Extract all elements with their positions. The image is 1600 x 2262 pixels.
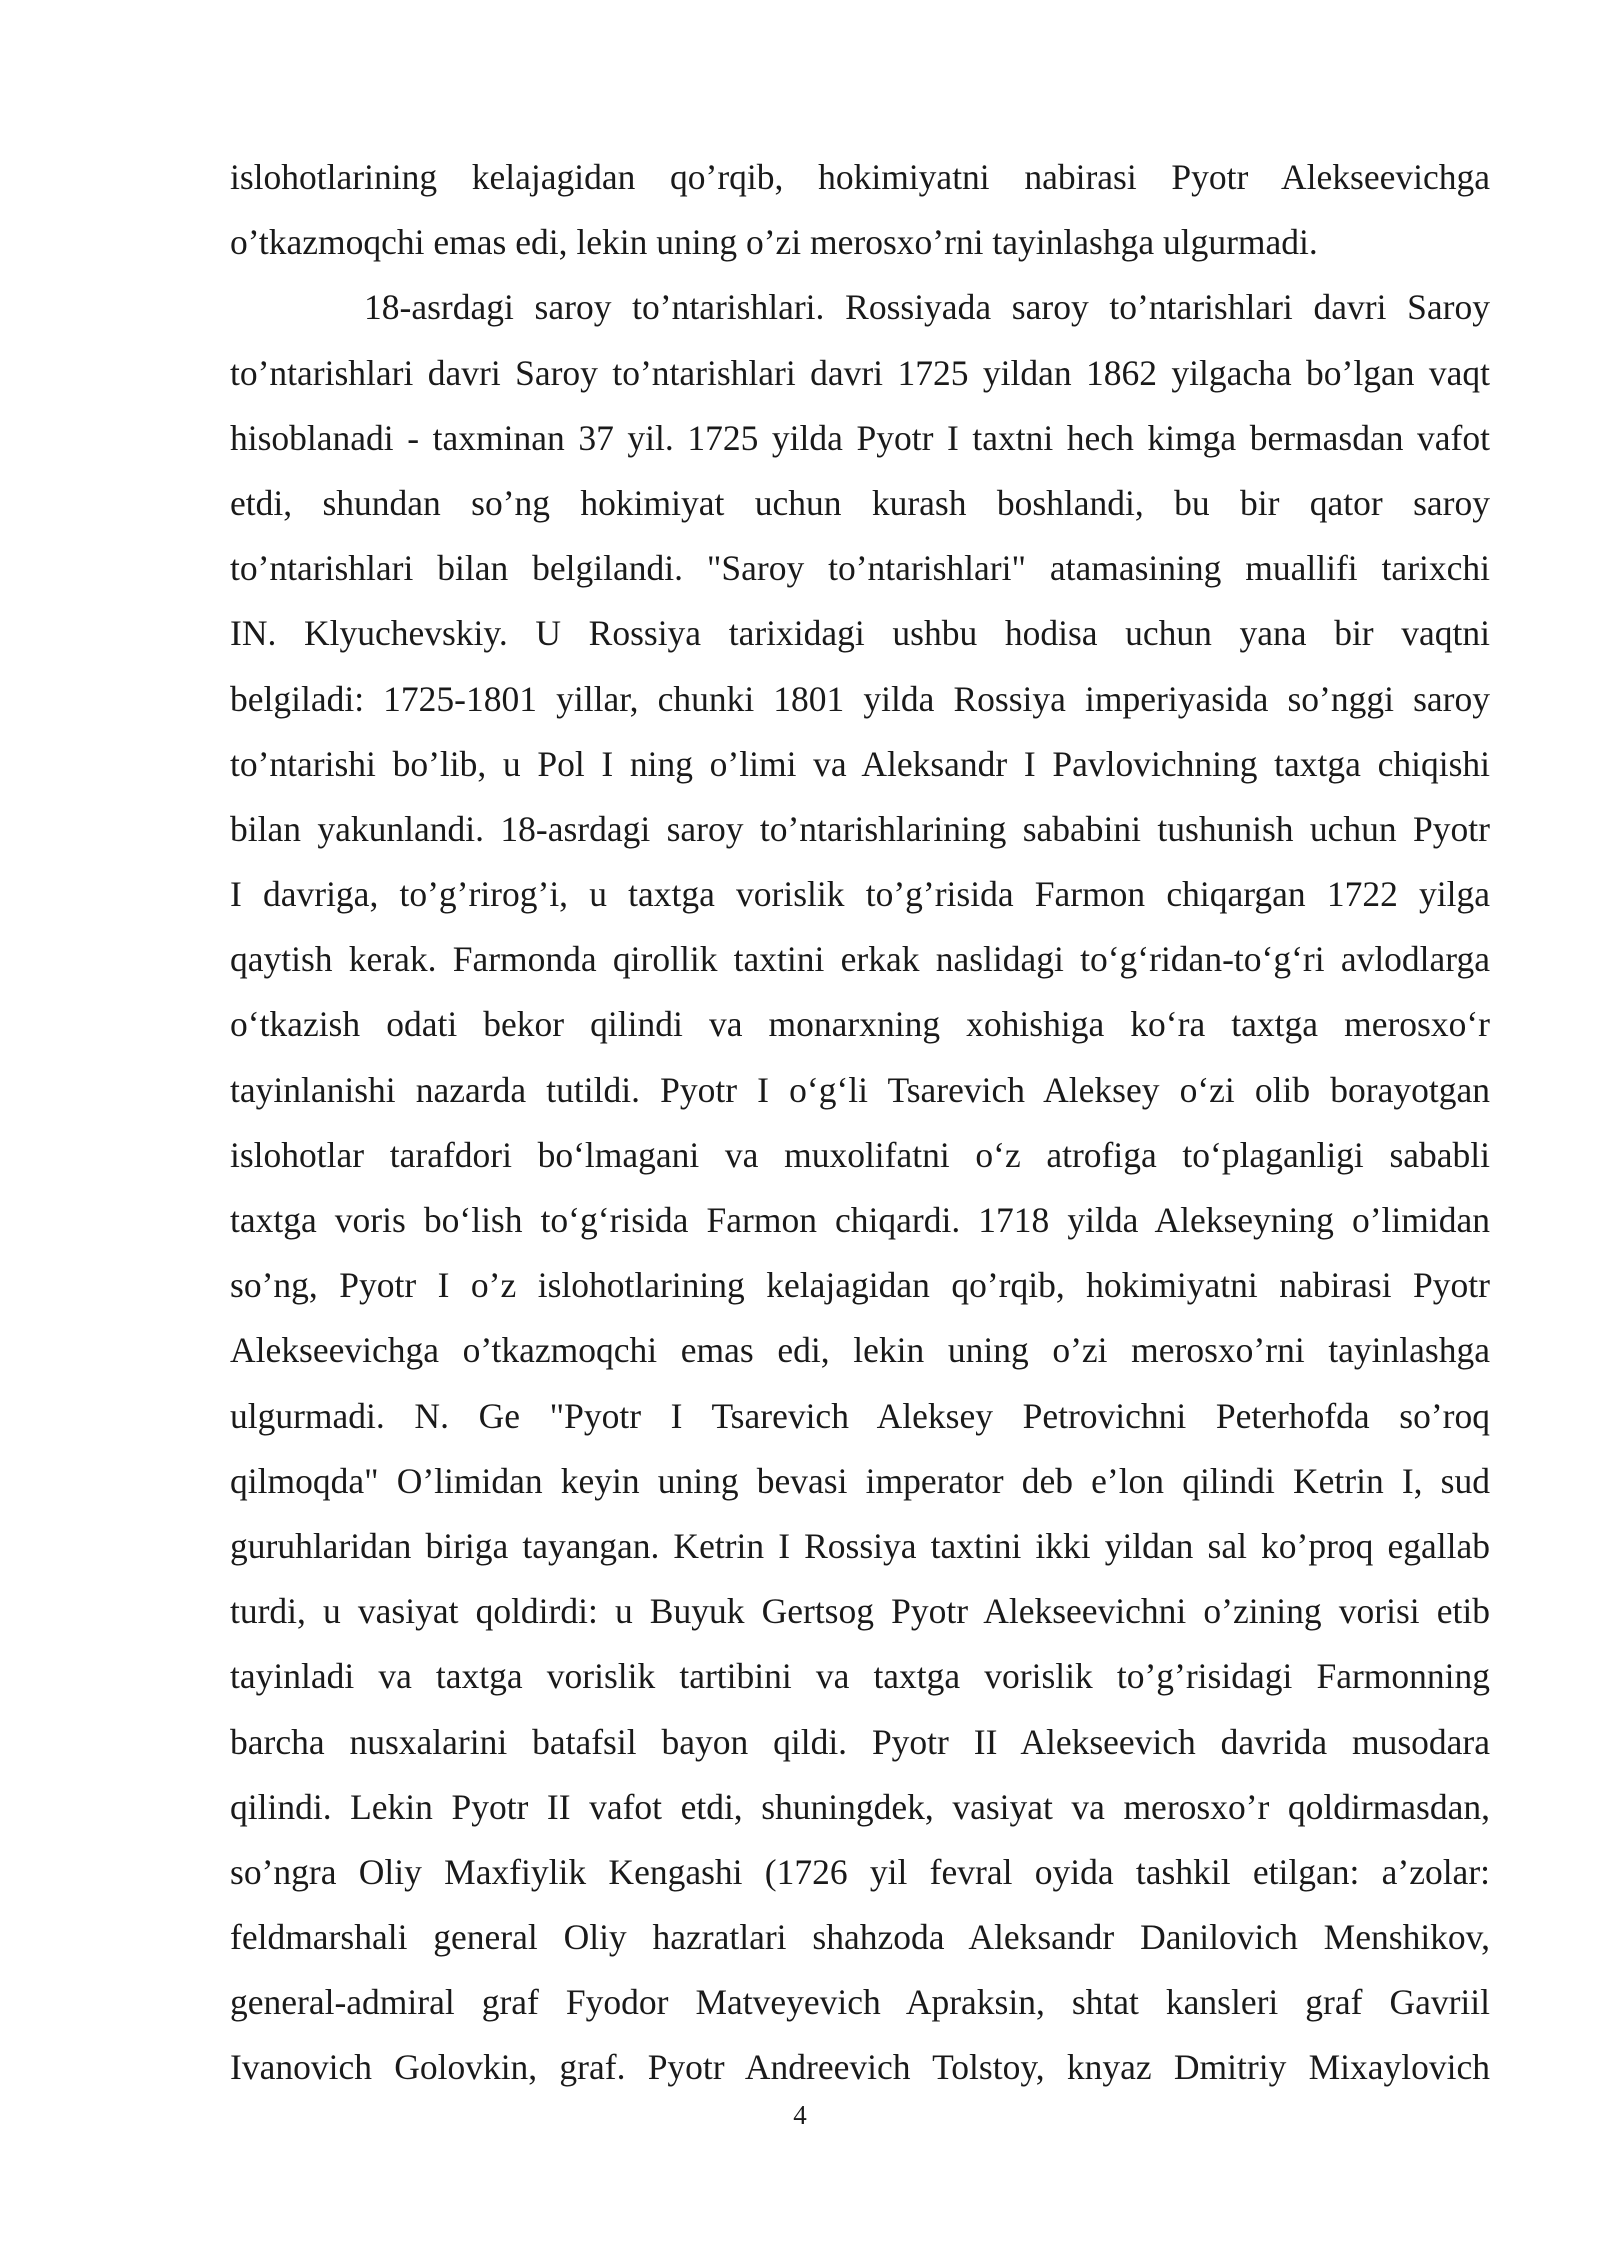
- text-line: o‘tkazish odati bekor qilindi va monarxning xohishiga ko‘ra taxtga merosxo‘r: [230, 1004, 1490, 1045]
- text-line: hisoblanadi - taxminan 37 yil. 1725 yilda Pyotr I taxtni hech kimga bermasdan vafot: [230, 417, 1490, 458]
- text-line: to’ntarishlari bilan belgilandi. "Saroy to’ntarishlari" atamasining muallifi tarixchi: [230, 548, 1490, 589]
- text-line: tayinlanishi nazarda tutildi. Pyotr I o‘g‘li Tsarevich Aleksey o‘zi olib borayotgan: [230, 1069, 1490, 1110]
- text-line: I davriga, to’g’rirog’i, u taxtga vorislik to’g’risida Farmon chiqargan 1722 yilga: [230, 874, 1490, 915]
- text-line: taxtga voris bo‘lish to‘g‘risida Farmon chiqardi. 1718 yilda Alekseyning o’limidan: [230, 1200, 1490, 1240]
- text-line: Alekseevichga o’tkazmoqchi emas edi, lekin uning o’zi merosxo’rni tayinlashga: [230, 1330, 1490, 1371]
- text-line: to’ntarishi bo’lib, u Pol I ning o’limi va Aleksandr I Pavlovichning taxtga chiqishi: [230, 743, 1490, 784]
- text-line: Ivanovich Golovkin, graf. Pyotr Andreevich Tolstoy, knyaz Dmitriy Mixaylovich: [230, 2047, 1490, 2088]
- text-line: qilmoqda" O’limidan keyin uning bevasi imperator deb e’lon qilindi Ketrin I, sud: [230, 1460, 1490, 1501]
- text-line: turdi, u vasiyat qoldirdi: u Buyuk Gertsog Pyotr Alekseevichni o’zining vorisi etib: [230, 1591, 1490, 1632]
- page-number: 4: [793, 2100, 807, 2130]
- text-line: to’ntarishlari davri Saroy to’ntarishlari davri 1725 yildan 1862 yilgacha bo’lgan vaqt: [230, 352, 1490, 393]
- text-line: general-admiral graf Fyodor Matveyevich Apraksin, shtat kansleri graf Gavriil: [230, 1982, 1490, 2023]
- text-line: guruhlaridan biriga tayangan. Ketrin I Rossiya taxtini ikki yildan sal ko’proq egallab: [230, 1525, 1490, 1566]
- text-line: bilan yakunlandi. 18-asrdagi saroy to’ntarishlarining sababini tushunish uchun Pyotr: [230, 808, 1490, 849]
- text-line: so’ng, Pyotr I o’z islohotlarining kelajagidan qo’rqib, hokimiyatni nabirasi Pyotr: [230, 1265, 1490, 1306]
- text-line: etdi, shundan so’ng hokimiyat uchun kurash boshlandi, bu bir qator saroy: [230, 482, 1490, 523]
- text-line: IN. Klyuchevskiy. U Rossiya tarixidagi ushbu hodisa uchun yana bir vaqtni: [230, 613, 1490, 654]
- text-line: islohotlar tarafdori bo‘lmagani va muxolifatni o‘z atrofiga to‘plaganligi sababli: [230, 1134, 1490, 1175]
- text-line: tayinladi va taxtga vorislik tartibini va taxtga vorislik to’g’risidagi Farmonning: [230, 1656, 1490, 1697]
- text-line: belgiladi: 1725-1801 yillar, chunki 1801 yilda Rossiya imperiyasida so’nggi saroy: [230, 678, 1490, 719]
- text-line: ulgurmadi. N. Ge "Pyotr I Tsarevich Aleksey Petrovichni Peterhofda so’roq: [230, 1395, 1490, 1436]
- text-line: qilindi. Lekin Pyotr II vafot etdi, shuningdek, vasiyat va merosxo’r qoldirmasdan,: [230, 1786, 1490, 1827]
- text-line: 18-asrdagi saroy to’ntarishlari. Rossiyada saroy to’ntarishlari davri Saroy: [364, 287, 1490, 328]
- text-line: qaytish kerak. Farmonda qirollik taxtini erkak naslidagi to‘g‘ridan-to‘g‘ri avlodlarga: [230, 939, 1490, 980]
- text-line: o’tkazmoqchi emas edi, lekin uning o’zi merosxo’rni tayinlashga ulgurmadi.: [230, 222, 1318, 263]
- text-line: so’ngra Oliy Maxfiylik Kengashi (1726 yil fevral oyida tashkil etilgan: a’zolar:: [230, 1851, 1490, 1892]
- text-line: feldmarshali general Oliy hazratlari shahzoda Aleksandr Danilovich Menshikov,: [230, 1917, 1490, 1958]
- text-line: barcha nusxalarini batafsil bayon qildi. Pyotr II Alekseevich davrida musodara: [230, 1721, 1490, 1762]
- text-line: islohotlarining kelajagidan qo’rqib, hokimiyatni nabirasi Pyotr Alekseevichga: [230, 157, 1490, 197]
- body-text: [230, 145, 1490, 2101]
